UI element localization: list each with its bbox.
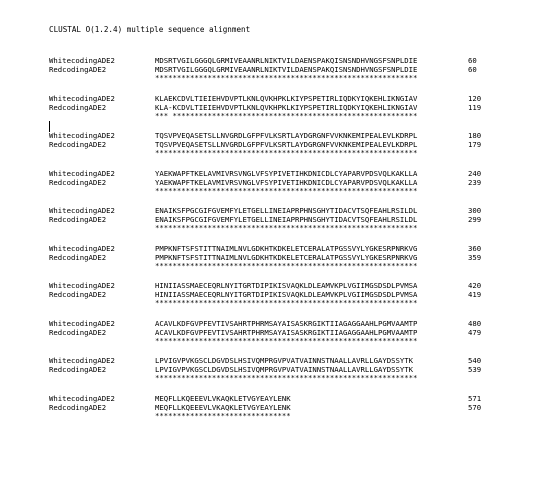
consensus-row	[49, 374, 498, 383]
sequence-name: RedcodingADE2	[49, 102, 107, 112]
sequence-row	[49, 131, 498, 140]
residue-count: 419	[468, 290, 482, 299]
sequence-name: RedcodingADE2	[49, 177, 107, 187]
sequence-residues: MDSRTVGILGGGQLGRMIVEAANRLNIKTVILDAENSPAKQISNSNDHVNGSFSNPLDIE	[155, 56, 418, 65]
sequence-residues: MDSRTVGILGGGQLGRMIVEAANRLNIKTVILDAENSPAKQISNSNDHVNGSFSNPLDIE	[155, 65, 418, 74]
sequence-row	[49, 169, 498, 178]
consensus-padding	[49, 337, 155, 346]
residue-count: 420	[468, 281, 482, 290]
alignment-block	[49, 394, 498, 432]
residue-count: 119	[468, 102, 482, 112]
sequence-residues: MEQFLLKQEEEVLVKAQKLETVGYEAYLENK	[155, 402, 291, 412]
sequence-residues: TQSVPVEQASETSLLNVGRDLGFPFVLKSRTLAYDGRGNFVVKNKEMIPEALEVLKDRPL	[155, 131, 418, 140]
consensus-row	[49, 299, 498, 308]
alignment-block	[49, 281, 498, 319]
sequence-residues: TQSVPVEQASETSLLNVGRDLGFPFVLKSRTLAYDGRGNFVVKNKEMIPEALEVLKDRPL	[155, 140, 418, 149]
sequence-residues: YAEKWAPFTKELAVMIVRSVNGLVFSYPIVETIHKDNICDLCYAPARVPDSVQLKAKLLA	[155, 168, 418, 178]
consensus-stars: ************************************************************	[155, 298, 418, 307]
alignment-block	[49, 131, 498, 169]
alignment-block	[49, 169, 498, 207]
residue-count: 120	[468, 93, 482, 103]
alignment-block	[49, 56, 498, 94]
residue-count: 359	[468, 252, 482, 262]
sequence-name: RedcodingADE2	[49, 327, 107, 337]
sequence-residues: LPVIGVPVKGSCLDGVDSLHSIVQMPRGVPVATVAINNSTNAALLAVRLLGAYDSSYTK	[155, 356, 414, 365]
alignment-block	[49, 94, 498, 132]
residue-count: 240	[468, 168, 482, 178]
residue-count: 239	[468, 177, 482, 187]
sequence-name: RedcodingADE2	[49, 290, 107, 299]
sequence-name: RedcodingADE2	[49, 65, 107, 74]
residue-count: 570	[468, 402, 482, 412]
sequence-name: WhitecodingADE2	[49, 93, 115, 103]
sequence-name: WhitecodingADE2	[49, 206, 115, 215]
sequence-name: WhitecodingADE2	[49, 131, 115, 140]
consensus-row	[49, 187, 498, 196]
sequence-residues: PMPKNFTSFSTITTNAIMLNVLGDKHTKDKELETCERALATPGSSVYLYGKESRPNRKVG	[155, 243, 418, 253]
sequence-row	[49, 319, 498, 328]
alignment-block	[49, 319, 498, 357]
alignment-header: CLUSTAL O(1.2.4) multiple sequence alignment	[49, 25, 251, 34]
consensus-stars: ************************************************************	[155, 223, 418, 232]
consensus-padding	[49, 299, 155, 308]
sequence-row	[49, 394, 498, 403]
consensus-row	[49, 112, 498, 121]
residue-count: 539	[468, 365, 482, 374]
consensus-row	[49, 224, 498, 233]
sequence-residues: MEQFLLKQEEEVLVKAQKLETVGYEAYLENK	[155, 393, 291, 403]
consensus-padding	[49, 374, 155, 383]
residue-count: 60	[468, 56, 477, 65]
consensus-row	[49, 149, 498, 158]
sequence-residues: KLA-KCDVLTIEIEHVDVPTLKNLQVKHPKLKIYPSPETIRLIQDKYIQKEHLIKNGIAV	[155, 102, 418, 112]
sequence-residues: LPVIGVPVKGSCLDGVDSLHSIVQMPRGVPVATVAINNSTNAALLAVRLLGAYDSSYTK	[155, 365, 414, 374]
sequence-name: WhitecodingADE2	[49, 281, 115, 290]
consensus-stars: ************************************************************	[155, 335, 418, 345]
residue-count: 60	[468, 65, 477, 74]
alignment-block	[49, 244, 498, 282]
consensus-padding	[49, 187, 155, 196]
sequence-row	[49, 94, 498, 103]
consensus-stars: *******************************	[155, 410, 291, 420]
sequence-name: RedcodingADE2	[49, 402, 107, 412]
sequence-row	[49, 206, 498, 215]
residue-count: 479	[468, 327, 482, 337]
sequence-residues: ENAIKSFPGCGIFGVEMFYLETGELLINEIAPRPHNSGHYTIDACVTSQFEAHLRSILDL	[155, 215, 418, 224]
consensus-padding	[49, 74, 155, 83]
sequence-row	[49, 356, 498, 365]
consensus-row	[49, 74, 498, 83]
residue-count: 540	[468, 356, 482, 365]
consensus-stars: *** ********************************************************	[155, 110, 418, 120]
consensus-padding	[49, 224, 155, 233]
alignment-blocks	[49, 56, 498, 431]
sequence-row	[49, 281, 498, 290]
residue-count: 299	[468, 215, 482, 224]
sequence-row	[49, 56, 498, 65]
residue-count: 300	[468, 206, 482, 215]
residue-count: 179	[468, 140, 482, 149]
sequence-residues: PMPKNFTSFSTITTNAIMLNVLGDKHTKDKELETCERALATPGSSVYLYGKESRPNRKVG	[155, 252, 418, 262]
consensus-stars: ************************************************************	[155, 148, 418, 157]
alignment-block	[49, 356, 498, 394]
sequence-residues: ACAVLKDFGVPFEVTIVSAHRTPHRMSAYAISASKRGIKTIIAGAGGAAHLPGMVAAMTP	[155, 318, 418, 328]
consensus-padding	[49, 412, 155, 421]
residue-count: 571	[468, 393, 482, 403]
sequence-name: WhitecodingADE2	[49, 56, 115, 65]
sequence-residues: YAEKWAPFTKELAVMIVRSVNGLVFSYPIVETIHKDNICDLCYAPARVPDSVQLKAKLLA	[155, 177, 418, 187]
sequence-residues: HINIIASSMAECEQRLNYITGRTDIPIKISVAQKLDLEAMVKPLVGIIMGSDSDLPVMSA	[155, 281, 418, 290]
consensus-padding	[49, 112, 155, 121]
consensus-row	[49, 262, 498, 271]
consensus-row	[49, 337, 498, 346]
sequence-name: WhitecodingADE2	[49, 243, 115, 253]
consensus-padding	[49, 262, 155, 271]
consensus-stars: ************************************************************	[155, 73, 418, 82]
consensus-padding	[49, 149, 155, 158]
consensus-stars: ************************************************************	[155, 373, 418, 382]
sequence-name: RedcodingADE2	[49, 252, 107, 262]
sequence-name: RedcodingADE2	[49, 365, 107, 374]
consensus-stars: ************************************************************	[155, 260, 418, 270]
sequence-residues: ACAVLKDFGVPFEVTIVSAHRTPHRMSAYAISASKRGIKTIIAGAGGAAHLPGMVAAMTP	[155, 327, 418, 337]
sequence-residues: KLAEKCDVLTIEIEHVDVPTLKNLQVKHPKLKIYPSPETIRLIQDKYIQKEHLIKNGIAV	[155, 93, 418, 103]
consensus-row	[49, 412, 498, 421]
sequence-name: WhitecodingADE2	[49, 318, 115, 328]
sequence-residues: ENAIKSFPGCGIFGVEMFYLETGELLINEIAPRPHNSGHYTIDACVTSQFEAHLRSILDL	[155, 206, 418, 215]
residue-count: 480	[468, 318, 482, 328]
sequence-row	[49, 244, 498, 253]
residue-count: 360	[468, 243, 482, 253]
sequence-name: RedcodingADE2	[49, 140, 107, 149]
sequence-name: RedcodingADE2	[49, 215, 107, 224]
residue-count: 180	[468, 131, 482, 140]
sequence-name: WhitecodingADE2	[49, 168, 115, 178]
sequence-name: WhitecodingADE2	[49, 393, 115, 403]
sequence-name: WhitecodingADE2	[49, 356, 115, 365]
consensus-stars: ************************************************************	[155, 185, 418, 195]
sequence-residues: HINIIASSMAECEQRLNYITGRTDIPIKISVAQKLDLEAMVKPLVGIIMGSDSDLPVMSA	[155, 290, 418, 299]
alignment-block	[49, 206, 498, 244]
